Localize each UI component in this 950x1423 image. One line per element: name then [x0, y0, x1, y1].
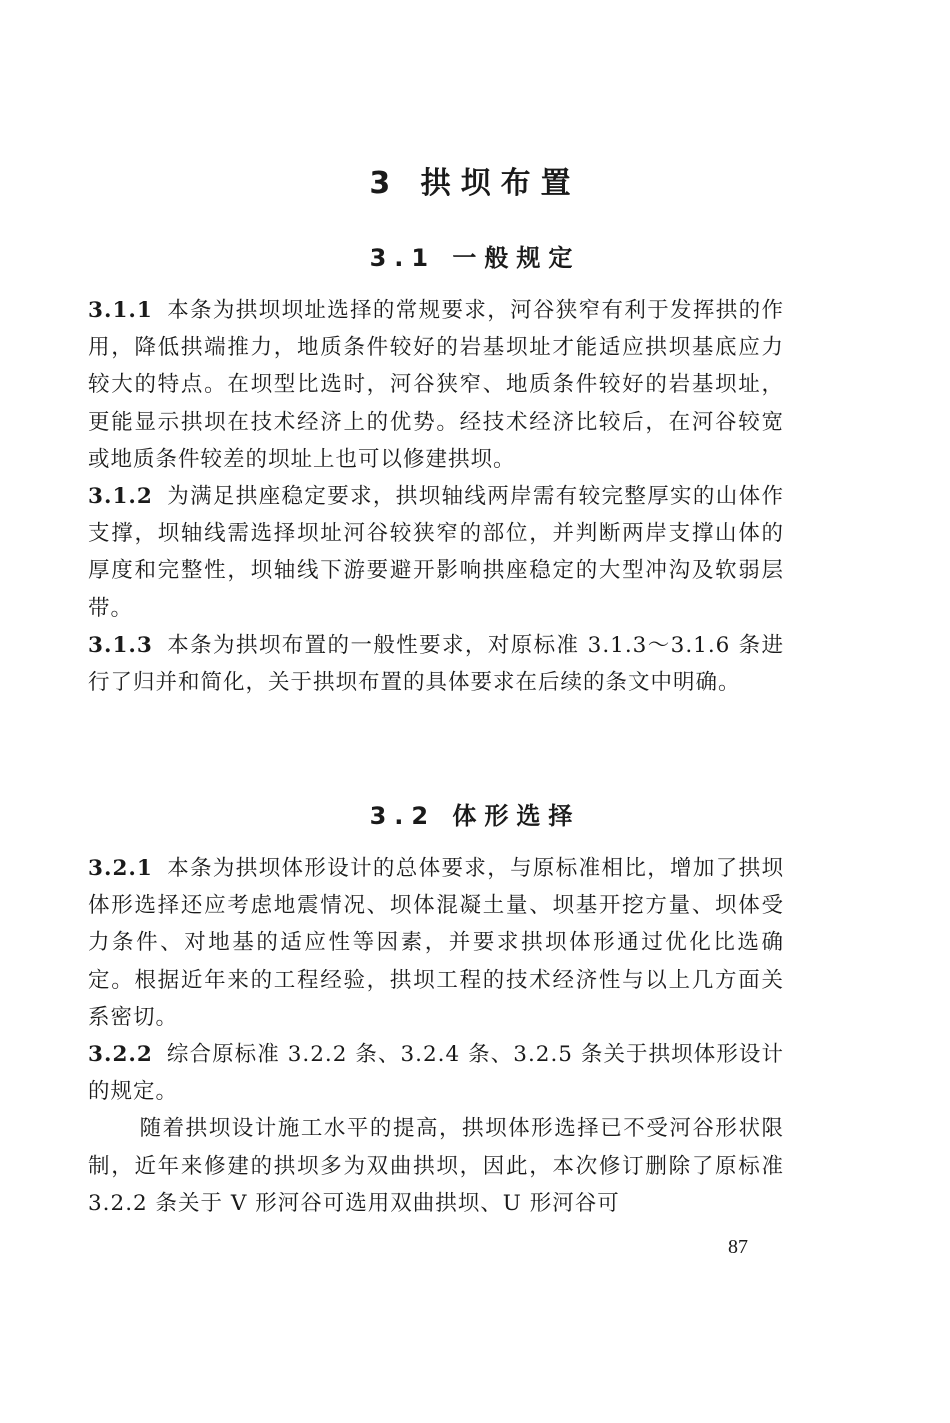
clause-text: 本条为拱坝体形设计的总体要求，与原标准相比，增加了拱坝体形选择还应考虑地震情况、坝体混凝土量、坝基开挖方量、坝体受力条件、对地基的适应性等因素，并要求拱坝体形通过优化比选确定。根据近年来的工程经验，拱坝工程的技术经济性与以上几方面关系密切。 — [88, 856, 784, 1030]
clause-text: 本条为拱坝布置的一般性要求，对原标准 3.1.3～3.1.6 条进行了归并和简化，关于拱坝布置的具体要求在后续的条文中明确。 — [88, 632, 784, 696]
page-number: 87 — [728, 1236, 748, 1258]
section-3-1-body — [88, 292, 784, 701]
section-title-3-1: 3.1 一般规定 — [369, 244, 581, 272]
clause-3-1-1 — [88, 292, 784, 478]
clause-number: 3.1.3 — [88, 632, 153, 658]
clause-number: 3.2.1 — [88, 856, 153, 881]
clause-number: 3.1.2 — [88, 484, 153, 510]
clause-number: 3.2.2 — [88, 1042, 153, 1068]
clause-3-1-3 — [88, 627, 784, 701]
clause-3-2-2 — [88, 1036, 784, 1110]
clause-3-1-2 — [88, 478, 784, 627]
clause-3-2-1 — [88, 850, 784, 1036]
clause-text: 为满足拱座稳定要求，拱坝轴线两岸需有较完整厚实的山体作支撑，坝轴线需选择坝址河谷较狭窄的部位，并判断两岸支撑山体的厚度和完整性，坝轴线下游要避开影响拱座稳定的大型冲沟及软弱层带。 — [88, 484, 784, 621]
body-paragraph: 随着拱坝设计施工水平的提高，拱坝体形选择已不受河谷形状限制，近年来修建的拱坝多为双曲拱坝，因此，本次修订删除了原标准 3.2.2 条关于 V 形河谷可选用双曲拱坝、U 形河谷可 — [88, 1116, 784, 1216]
clause-number: 3.1.1 — [88, 298, 153, 323]
clause-text: 综合原标准 3.2.2 条、3.2.4 条、3.2.5 条关于拱坝体形设计的规定。 — [88, 1042, 784, 1105]
section-title-3-2: 3.2 体形选择 — [369, 802, 581, 830]
section-3-2-body — [88, 850, 784, 1222]
clause-text: 本条为拱坝坝址选择的常规要求，河谷狭窄有利于发挥拱的作用，降低拱端推力，地质条件较好的岩基坝址才能适应拱坝基底应力较大的特点。在坝型比选时，河谷狭窄、地质条件较好的岩基坝址，更能显示拱坝在技术经济上的优势。经技术经济比较后，在河谷较宽或地质条件较差的坝址上也可以修建拱坝。 — [88, 298, 784, 472]
chapter-title: 3 拱坝布置 — [369, 166, 581, 201]
